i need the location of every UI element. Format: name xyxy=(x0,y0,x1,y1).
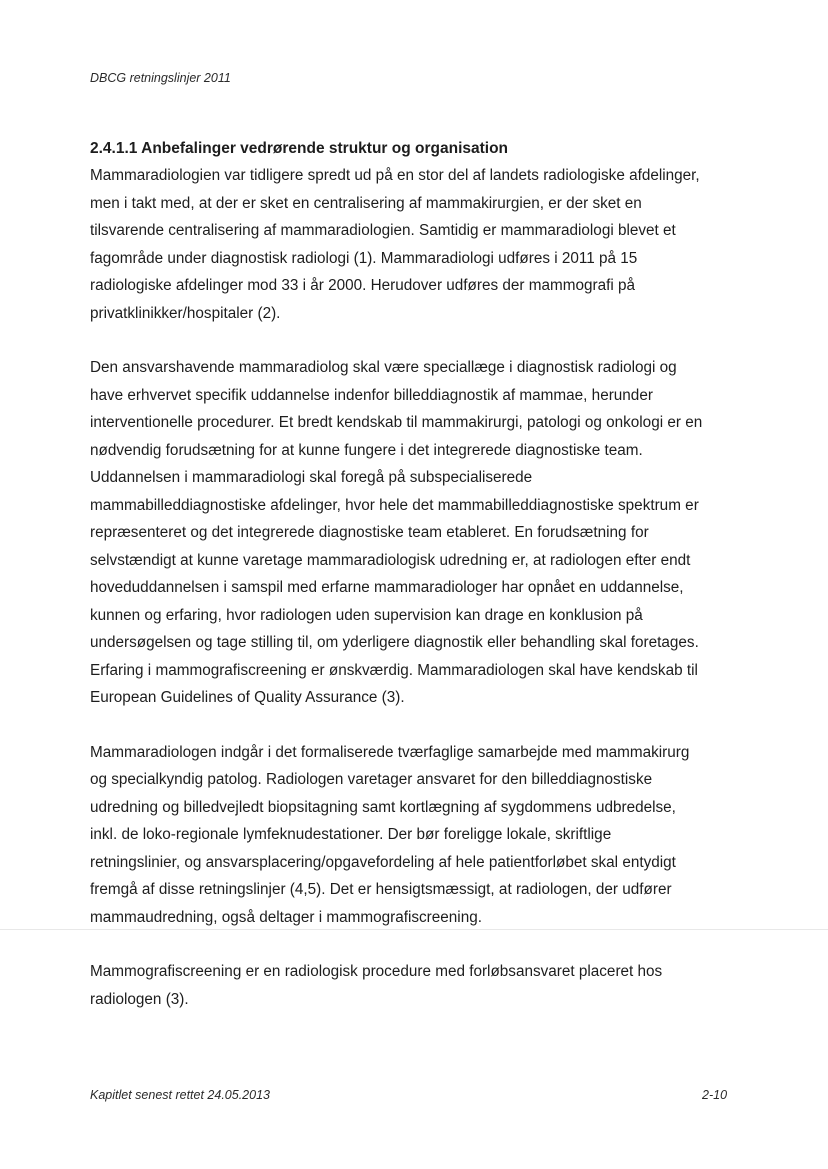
paragraph-collaboration xyxy=(90,739,750,932)
text-line: inkl. de loko-regionale lymfeknudestationer. Der bør foreligge lokale, skriftlige xyxy=(90,826,612,843)
paragraph-qualifications xyxy=(90,354,750,712)
paragraph-organisation xyxy=(90,162,750,327)
section-heading: 2.4.1.1 Anbefalinger vedrørende struktur og organisation xyxy=(90,140,509,157)
text-line: fremgå af disse retningslinjer (4,5). Det er hensigtsmæssigt, at radiologen, der udfører xyxy=(90,881,672,898)
scan-artifact-line xyxy=(0,929,828,930)
text-line: privatklinikker/hospitaler (2). xyxy=(90,304,281,322)
text-line: Mammaradiologen indgår i det formaliserede tværfaglige samarbejde med mammakirurg xyxy=(90,743,690,761)
footer-page-number: 2-10 xyxy=(702,1088,728,1102)
section-content xyxy=(90,138,750,1040)
text-line: have erhvervet specifik uddannelse indenfor billeddiagnostik af mammae, herunder xyxy=(90,386,653,404)
text-line: undersøgelsen og tage stilling til, om yderligere diagnostik eller behandling skal foretages. xyxy=(90,634,699,651)
text-line: interventionelle procedurer. Et bredt kendskab til mammakirurgi, patologi og onkologi er en xyxy=(90,414,703,431)
footer-revision-note: Kapitlet senest rettet 24.05.2013 xyxy=(90,1088,270,1102)
text-line: men i takt med, at der er sket en centralisering af mammakirurgien, er der sket en xyxy=(90,194,642,212)
text-line: selvstændigt at kunne varetage mammaradiologisk udredning er, at radiologen efter endt xyxy=(90,551,691,569)
text-line: Erfaring i mammografiscreening er ønskværdig. Mammaradiologen skal have kendskab til xyxy=(90,661,698,679)
text-line: retningslinier, og ansvarsplacering/opgavefordeling af hele patientforløbet skal entydigt xyxy=(90,853,676,871)
text-line: radiologiske afdelinger mod 33 i år 2000. Herudover udføres der mammografi på xyxy=(90,277,636,294)
text-line: Uddannelsen i mammaradiologi skal foregå på subspecialiserede xyxy=(90,469,533,486)
text-line: nødvendig forudsætning for at kunne fungere i det integrerede diagnostiske team. xyxy=(90,441,643,459)
paragraph-screening xyxy=(90,958,750,1013)
text-line: radiologen (3). xyxy=(90,990,189,1008)
text-line: og specialkyndig patolog. Radiologen varetager ansvaret for den billeddiagnostiske xyxy=(90,771,653,788)
text-line: European Guidelines of Quality Assurance (3). xyxy=(90,689,405,706)
text-line: tilsvarende centralisering af mammaradiologien. Samtidig er mammaradiologi blevet et xyxy=(90,222,676,239)
text-line: Den ansvarshavende mammaradiolog skal være speciallæge i diagnostisk radiologi og xyxy=(90,359,677,376)
text-line: Mammaradiologien var tidligere spredt ud på en stor del af landets radiologiske afdelinger, xyxy=(90,167,700,184)
text-line: mammabilleddiagnostiske afdelinger, hvor hele det mammabilleddiagnostiske spektrum er xyxy=(90,496,699,514)
text-line: repræsenteret og det integrerede diagnostiske team etableret. En forudsætning for xyxy=(90,524,649,541)
text-line: hoveduddannelsen i samspil med erfarne mammaradiologer har opnået en uddannelse, xyxy=(90,579,684,596)
text-line: mammaudredning, også deltager i mammografiscreening. xyxy=(90,908,482,926)
text-line: Mammografiscreening er en radiologisk procedure med forløbsansvaret placeret hos xyxy=(90,963,663,980)
text-line: fagområde under diagnostisk radiologi (1). Mammaradiologi udføres i 2011 på 15 xyxy=(90,249,638,267)
running-header: DBCG retningslinjer 2011 xyxy=(90,71,231,85)
text-line: kunnen og erfaring, hvor radiologen uden supervision kan drage en konklusion på xyxy=(90,606,643,624)
text-line: udredning og billedvejledt biopsitagning samt kortlægning af sygdommens udbredelse, xyxy=(90,798,676,816)
